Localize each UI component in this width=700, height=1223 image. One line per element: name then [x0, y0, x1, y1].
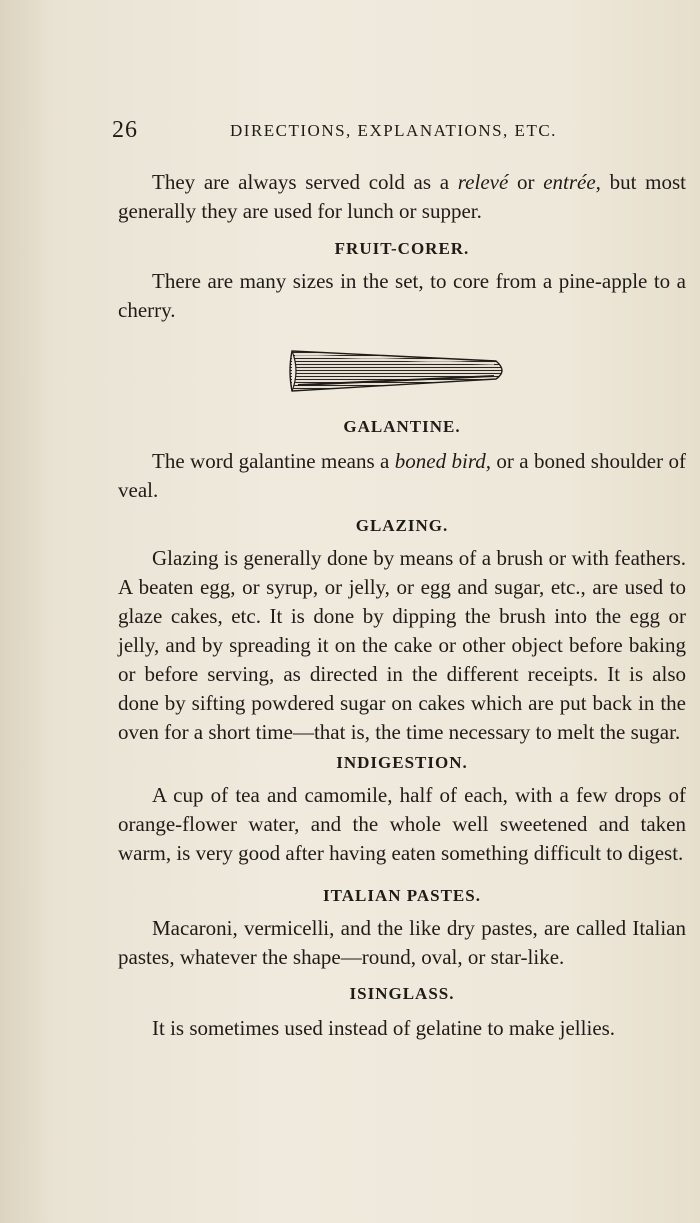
heading-glazing: GLAZING.	[355, 516, 449, 535]
intro-italic-entree: entrée,	[543, 170, 601, 194]
intro-italic-releve: relevé	[457, 170, 509, 194]
galantine-text-1: The word galantine means a	[152, 449, 395, 473]
galantine-text-2: or a boned shoulder of veal.	[118, 449, 686, 502]
heading-galantine: GALANTINE.	[343, 417, 461, 436]
galantine-italic-boned-bird: boned bird,	[394, 449, 491, 473]
intro-text-2: or	[508, 170, 544, 194]
heading-italian-pastes: ITALIAN PASTES.	[323, 886, 481, 905]
heading-isinglass: ISINGLASS.	[349, 984, 455, 1003]
intro-text-1: They are always served cold as a	[152, 170, 458, 194]
italian-pastes-paragraph: Macaroni, vermicelli, and the like dry pastes, are called Italian pastes, whatever the shape—round, oval, or star-like.	[118, 916, 686, 969]
page-header	[112, 117, 612, 147]
running-head: DIRECTIONS, EXPLANATIONS, ETC.	[230, 121, 557, 140]
fruit-corer-icon	[286, 345, 512, 397]
heading-indigestion: INDIGESTION.	[336, 753, 468, 772]
glazing-paragraph: Glazing is generally done by means of a brush or with feathers. A beaten egg, or syrup, or jelly, or egg and sugar, etc., are used to glaze cakes, etc. It is done by dipping the brush into the egg or jelly, and by spreading it on the cake or other object before baking or before serving, as directed in the different receipts. It is also done by sifting powdered sugar on cakes which are put back in the oven for a short time—that is, the time necessary to melt the sugar.	[118, 546, 686, 744]
heading-fruit-corer: FRUIT-CORER.	[334, 239, 470, 258]
fruit-corer-paragraph: There are many sizes in the set, to core from a pine-apple to a cherry.	[118, 269, 686, 322]
page-number: 26	[112, 117, 138, 143]
intro-text-3: but most generally they are used for lunch or supper.	[118, 170, 686, 223]
galantine-paragraph	[118, 447, 686, 505]
intro-paragraph	[118, 168, 686, 226]
page-body	[118, 168, 686, 1043]
indigestion-paragraph: A cup of tea and camomile, half of each, with a few drops of orange-flower water, and the whole well sweetened and taken warm, is very good after having eaten something difficult to digest.	[118, 783, 686, 865]
isinglass-paragraph: It is sometimes used instead of gelatine to make jellies.	[152, 1016, 616, 1040]
